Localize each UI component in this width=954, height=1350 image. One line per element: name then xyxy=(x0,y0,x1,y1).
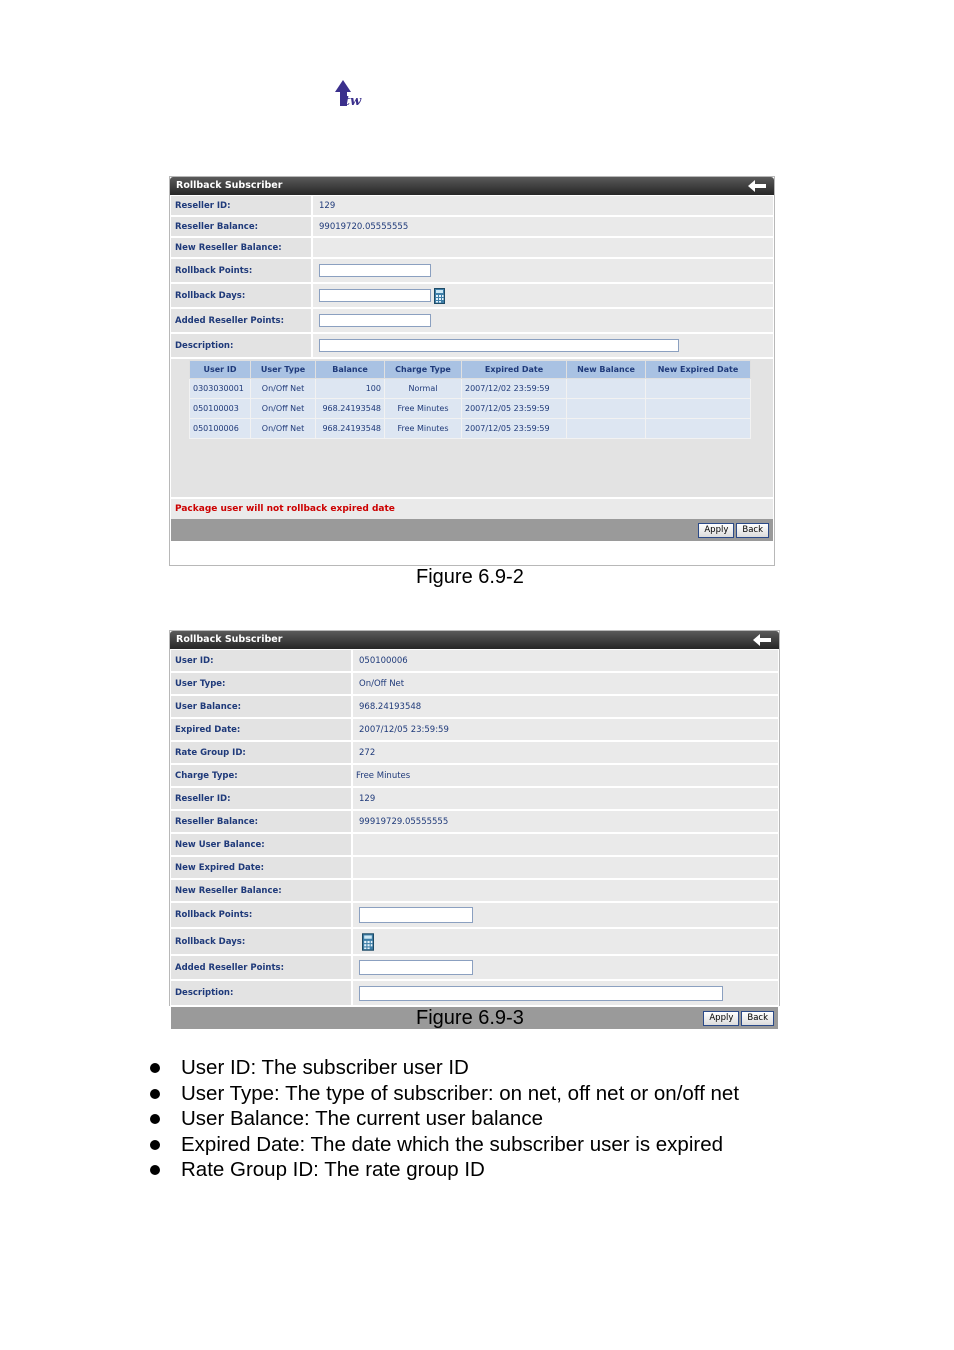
field-label: Rollback Days: xyxy=(171,929,353,954)
reseller-balance-value: 99019720.05555555 xyxy=(313,217,773,236)
field-label: User Balance: xyxy=(171,696,353,717)
column-header: New Expired Date xyxy=(646,361,751,379)
rollback-points-input[interactable] xyxy=(359,907,473,923)
cell-balance: 100 xyxy=(316,379,385,399)
bullet-icon xyxy=(150,1114,160,1124)
charge-type-value: Free Minutes xyxy=(353,765,778,786)
field-label: New User Balance: xyxy=(171,834,353,855)
cell-user-id: 050100006 xyxy=(190,419,251,439)
field-label: New Reseller Balance: xyxy=(171,238,313,257)
reseller-id-value: 129 xyxy=(313,196,773,215)
cell-new-expired-date xyxy=(646,379,751,399)
list-item-text: Rate Group ID: The rate group ID xyxy=(181,1158,485,1181)
field-label: Reseller Balance: xyxy=(171,217,313,236)
new-reseller-balance-value xyxy=(353,880,778,901)
field-label: Reseller ID: xyxy=(171,788,353,809)
field-description-list xyxy=(148,1055,739,1183)
table-row[interactable] xyxy=(190,379,751,399)
reseller-balance-value: 99919729.05555555 xyxy=(353,811,778,832)
user-balance-value: 968.24193548 xyxy=(353,696,778,717)
bullet-icon xyxy=(150,1165,160,1175)
panel-title: Rollback Subscriber xyxy=(176,634,283,645)
field-label: Reseller Balance: xyxy=(171,811,353,832)
field-label: Rollback Points: xyxy=(171,259,313,282)
cell-expired-date: 2007/12/05 23:59:59 xyxy=(462,399,567,419)
field-label: Reseller ID: xyxy=(171,196,313,215)
table-row[interactable] xyxy=(190,419,751,439)
cell-user-type: On/Off Net xyxy=(251,399,316,419)
list-item xyxy=(148,1055,739,1081)
cell-user-type: On/Off Net xyxy=(251,419,316,439)
field-label: User Type: xyxy=(171,673,353,694)
column-header: Balance xyxy=(316,361,385,379)
cell-user-id: 0303030001 xyxy=(190,379,251,399)
field-label: Description: xyxy=(171,334,313,357)
rollback-points-input[interactable] xyxy=(319,264,431,277)
field-label: Added Reseller Points: xyxy=(171,309,313,332)
list-item-text: User Balance: The current user balance xyxy=(181,1107,543,1130)
figure-caption-1: Figure 6.9-2 xyxy=(416,566,524,588)
field-label: New Reseller Balance: xyxy=(171,880,353,901)
field-label: New Expired Date: xyxy=(171,857,353,878)
list-item-text: User ID: The subscriber user ID xyxy=(181,1056,469,1079)
column-header: Expired Date xyxy=(462,361,567,379)
list-item-text: User Type: The type of subscriber: on net, off net or on/off net xyxy=(181,1081,740,1105)
field-label: Charge Type: xyxy=(171,765,353,786)
bullet-icon xyxy=(150,1063,160,1073)
rollback-days-value xyxy=(353,929,778,954)
table-row[interactable] xyxy=(190,399,751,419)
cell-charge-type: Normal xyxy=(385,379,462,399)
cell-user-type: On/Off Net xyxy=(251,379,316,399)
panel-title: Rollback Subscriber xyxy=(176,180,283,191)
list-item xyxy=(148,1106,739,1132)
column-header: New Balance xyxy=(567,361,646,379)
cell-new-balance xyxy=(567,399,646,419)
column-header: User Type xyxy=(251,361,316,379)
list-item-text: Expired Date: The date which the subscriber user is expired xyxy=(181,1132,724,1156)
subscriber-table xyxy=(189,360,751,439)
added-reseller-points-input[interactable] xyxy=(359,960,473,975)
user-type-value: On/Off Net xyxy=(353,673,778,694)
company-logo-icon xyxy=(331,78,367,108)
expired-date-value: 2007/12/05 23:59:59 xyxy=(353,719,778,740)
cell-user-id: 050100003 xyxy=(190,399,251,419)
cell-charge-type: Free Minutes xyxy=(385,399,462,419)
rollback-panel-1 xyxy=(169,176,775,566)
field-label: Added Reseller Points: xyxy=(171,956,353,979)
cell-balance: 968.24193548 xyxy=(316,419,385,439)
back-arrow-icon[interactable] xyxy=(753,634,771,646)
rate-group-id-value: 272 xyxy=(353,742,778,763)
user-id-value: 050100006 xyxy=(353,650,778,671)
bullet-icon xyxy=(150,1140,160,1150)
cell-new-balance xyxy=(567,419,646,439)
panel-title-bar xyxy=(170,631,779,649)
cell-balance: 968.24193548 xyxy=(316,399,385,419)
rollback-days-input[interactable] xyxy=(319,289,431,302)
list-item xyxy=(148,1132,739,1158)
back-button[interactable]: Back xyxy=(736,523,769,538)
list-item xyxy=(148,1157,739,1183)
column-header: Charge Type xyxy=(385,361,462,379)
cell-new-expired-date xyxy=(646,399,751,419)
cell-new-balance xyxy=(567,379,646,399)
cell-new-expired-date xyxy=(646,419,751,439)
added-reseller-points-input[interactable] xyxy=(319,314,431,327)
figure-caption-2: Figure 6.9-3 xyxy=(416,1007,524,1029)
back-button[interactable]: Back xyxy=(741,1011,774,1026)
field-label: Rollback Points: xyxy=(171,903,353,927)
button-bar xyxy=(171,519,773,541)
description-input[interactable] xyxy=(359,986,723,1001)
field-label: Rate Group ID: xyxy=(171,742,353,763)
svg-text:tw: tw xyxy=(344,94,362,108)
calculator-icon[interactable] xyxy=(362,933,374,951)
back-arrow-icon[interactable] xyxy=(748,180,766,192)
apply-button[interactable]: Apply xyxy=(698,523,734,538)
cell-charge-type: Free Minutes xyxy=(385,419,462,439)
bullet-icon xyxy=(150,1089,160,1099)
panel-title-bar xyxy=(170,177,774,195)
warning-message: Package user will not rollback expired date xyxy=(171,497,773,519)
new-expired-date-value xyxy=(353,857,778,878)
column-header: User ID xyxy=(190,361,251,379)
reseller-id-value: 129 xyxy=(353,788,778,809)
field-label: User ID: xyxy=(171,650,353,671)
apply-button[interactable]: Apply xyxy=(703,1011,739,1026)
field-label: Description: xyxy=(171,981,353,1005)
field-label: Expired Date: xyxy=(171,719,353,740)
calculator-icon[interactable] xyxy=(434,288,445,304)
field-label: Rollback Days: xyxy=(171,284,313,307)
new-reseller-balance-value xyxy=(313,238,773,257)
cell-expired-date: 2007/12/02 23:59:59 xyxy=(462,379,567,399)
description-input[interactable] xyxy=(319,339,679,352)
list-item xyxy=(148,1081,739,1107)
new-user-balance-value xyxy=(353,834,778,855)
cell-expired-date: 2007/12/05 23:59:59 xyxy=(462,419,567,439)
